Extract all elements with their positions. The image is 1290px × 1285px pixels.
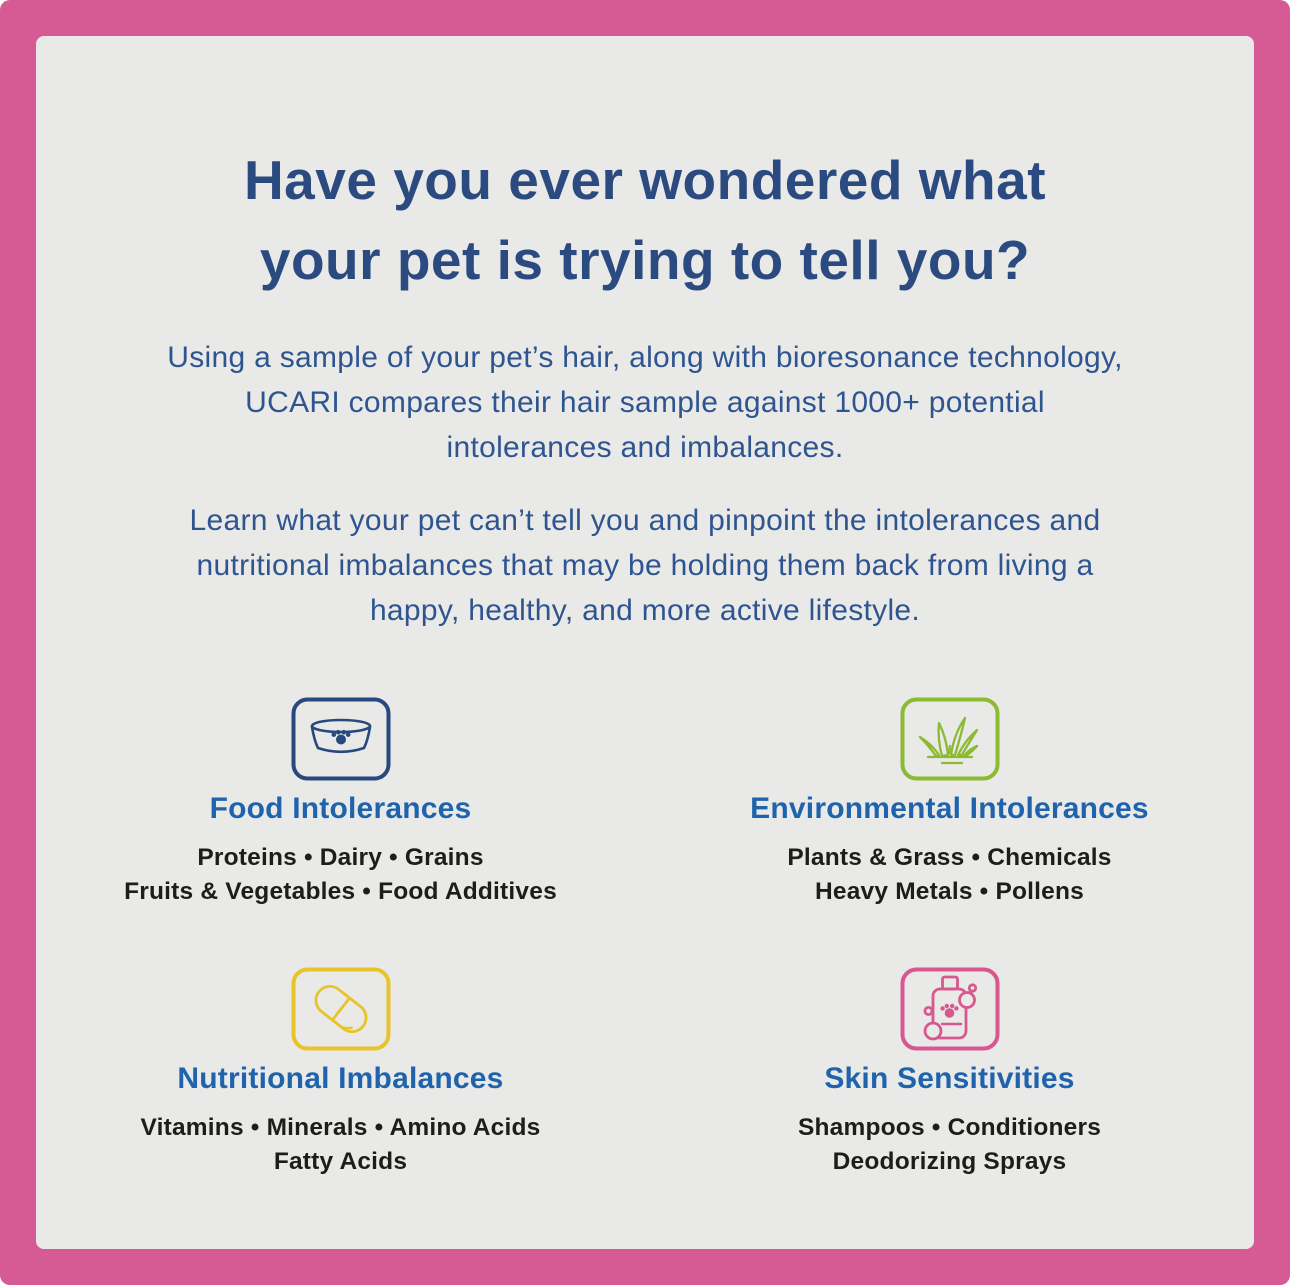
category-title: Food Intolerances <box>209 792 472 825</box>
category-items <box>645 1111 1254 1179</box>
intro-paragraph-1-line-1: Using a sample of your pet’s hair, along with bioresonance technology, <box>167 341 1123 374</box>
pill-icon <box>291 967 391 1051</box>
intro-paragraph-2-line-2: nutritional imbalances that may be holding them back from living a <box>196 549 1094 582</box>
category-items-line: Plants & Grass • Chemicals <box>787 844 1112 871</box>
category-items-line: Heavy Metals • Pollens <box>815 878 1084 905</box>
intro-paragraph-1 <box>36 335 1254 470</box>
category-food-intolerances <box>36 697 645 909</box>
grass-icon <box>900 697 1000 781</box>
page-title-line-2: your pet is trying to tell you? <box>259 229 1031 291</box>
category-items <box>36 841 645 909</box>
category-title: Nutritional Imbalances <box>177 1062 504 1095</box>
pet-bowl-icon <box>291 697 391 781</box>
category-items-line: Proteins • Dairy • Grains <box>197 844 484 871</box>
page-title <box>36 140 1254 300</box>
category-nutritional-imbalances <box>36 967 645 1179</box>
shampoo-bottle-icon <box>900 967 1000 1051</box>
intro-paragraph-2 <box>36 498 1254 633</box>
category-grid <box>36 697 1254 1179</box>
category-items-line: Vitamins • Minerals • Amino Acids <box>140 1114 541 1141</box>
category-title: Environmental Intolerances <box>750 792 1149 825</box>
category-items-line: Shampoos • Conditioners <box>797 1114 1102 1141</box>
intro-paragraph-1-line-2: UCARI compares their hair sample against 1000+ potential <box>245 386 1045 419</box>
intro-paragraph-2-line-3: happy, healthy, and more active lifestyle. <box>369 594 921 627</box>
page-title-line-1: Have you ever wondered what <box>243 149 1047 211</box>
category-items <box>36 1111 645 1179</box>
content-area <box>36 36 1254 1249</box>
category-items-line: Fruits & Vegetables • Food Additives <box>124 878 557 905</box>
category-title: Skin Sensitivities <box>824 1062 1075 1095</box>
intro-paragraph-2-line-1: Learn what your pet can’t tell you and pinpoint the intolerances and <box>189 504 1101 537</box>
category-environmental-intolerances <box>645 697 1254 909</box>
category-items <box>645 841 1254 909</box>
category-skin-sensitivities <box>645 967 1254 1179</box>
category-items-line: Fatty Acids <box>273 1148 408 1175</box>
category-items-line: Deodorizing Sprays <box>832 1148 1067 1175</box>
intro-paragraph-1-line-3: intolerances and imbalances. <box>446 431 844 464</box>
